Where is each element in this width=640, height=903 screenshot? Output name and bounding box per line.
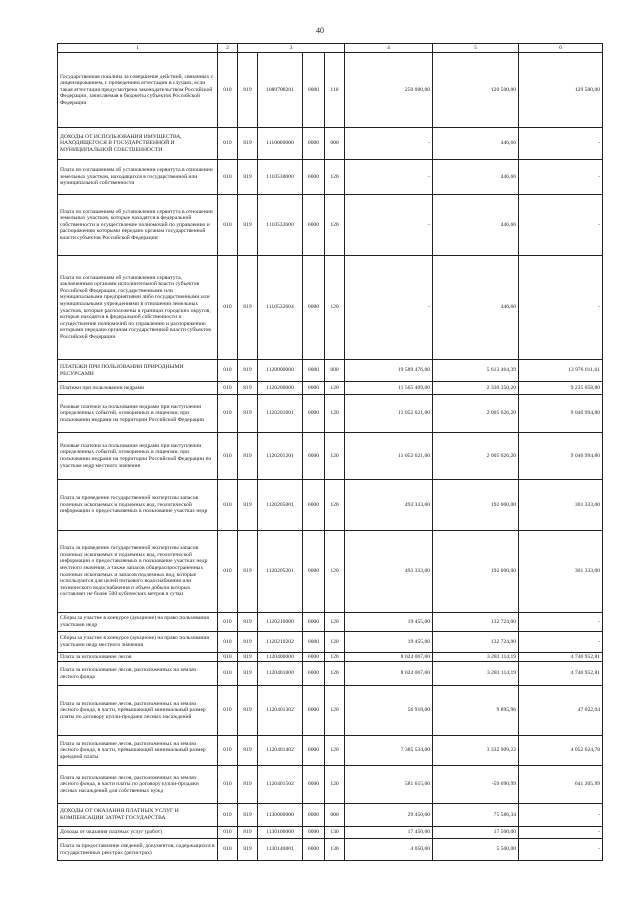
row-code-5: 120 bbox=[325, 160, 345, 195]
row-value-1: 19 455,00 bbox=[345, 632, 433, 653]
row-value-1: 11 565 409,00 bbox=[345, 382, 433, 395]
row-name: Плата за использование лесов, расположенных на землях лесного фонда bbox=[58, 662, 218, 686]
row-value-2: 120 500,00 bbox=[433, 53, 519, 128]
table-row bbox=[58, 827, 603, 839]
row-code-4: 0000 bbox=[303, 613, 325, 632]
row-code-5: 120 bbox=[325, 653, 345, 662]
row-value-3: - bbox=[519, 827, 603, 839]
table-row bbox=[58, 128, 603, 160]
table-row bbox=[58, 256, 603, 360]
row-code-2: 819 bbox=[238, 395, 258, 433]
row-code-3: 1120210202 bbox=[258, 632, 303, 653]
row-code-2: 819 bbox=[238, 827, 258, 839]
row-code-2: 819 bbox=[238, 433, 258, 480]
row-value-1: 29 450,00 bbox=[345, 804, 433, 827]
header-row bbox=[58, 44, 603, 53]
row-value-3: 641 305,99 bbox=[519, 766, 603, 804]
row-code-2: 819 bbox=[238, 480, 258, 531]
header-col-5: 5 bbox=[433, 44, 519, 53]
row-code-2: 819 bbox=[238, 128, 258, 160]
row-code-4: 0000 bbox=[303, 736, 325, 766]
row-code-2: 819 bbox=[238, 804, 258, 827]
row-code-2: 819 bbox=[238, 686, 258, 736]
table-row bbox=[58, 766, 603, 804]
row-code-1: 010 bbox=[218, 128, 238, 160]
row-code-1: 010 bbox=[218, 195, 238, 256]
row-code-4: 0000 bbox=[303, 195, 325, 256]
row-code-2: 819 bbox=[238, 662, 258, 686]
row-code-1: 010 bbox=[218, 766, 238, 804]
row-code-1: 010 bbox=[218, 653, 238, 662]
row-code-5: 130 bbox=[325, 839, 345, 861]
row-value-3: - bbox=[519, 632, 603, 653]
row-code-4: 0000 bbox=[303, 256, 325, 360]
row-code-4: 0000 bbox=[303, 653, 325, 662]
row-code-1: 010 bbox=[218, 382, 238, 395]
table-row bbox=[58, 653, 603, 662]
row-code-1: 010 bbox=[218, 531, 238, 613]
row-value-3: - bbox=[519, 613, 603, 632]
row-code-3: 1110000000 bbox=[258, 128, 303, 160]
row-name: Плата по соглашениям об установлении сервитута, заключенным органами исполнительной власти субъектов Российской Федерации, государственными или муниципальными предприятиями либо государственными или муниципальными учреждениями в отношении земельных участков, которые расположены в границах городских округов, которые находятся в федеральной собственности и осуществление полномочий по управлению и распоряжению которыми передано органам государственной власти субъектов Российской Федерации bbox=[58, 256, 218, 360]
row-code-1: 010 bbox=[218, 360, 238, 382]
row-code-2: 819 bbox=[238, 531, 258, 613]
row-value-1: - bbox=[345, 128, 433, 160]
row-code-3: 1080708201 bbox=[258, 53, 303, 128]
row-code-5: 120 bbox=[325, 195, 345, 256]
row-value-2: 192 000,00 bbox=[433, 531, 519, 613]
row-code-3: 1120401302 bbox=[258, 686, 303, 736]
row-value-2: 446,66 bbox=[433, 160, 519, 195]
row-code-4: 0000 bbox=[303, 53, 325, 128]
row-value-1: 581 615,00 bbox=[345, 766, 433, 804]
row-code-5: 110 bbox=[325, 53, 345, 128]
row-name: Разовые платежи за пользование недрами при наступлении определенных событий, оговоренных в лицензии, при пользовании недрами на территории Российской Федерации bbox=[58, 395, 218, 433]
row-code-2: 819 bbox=[238, 360, 258, 382]
row-code-1: 010 bbox=[218, 839, 238, 861]
table-row bbox=[58, 160, 603, 195]
row-code-1: 010 bbox=[218, 433, 238, 480]
row-value-1: 4 050,00 bbox=[345, 839, 433, 861]
row-name: Плата за использование лесов, расположенных на землях лесного фонда, в части, превышающей минимальный размер арендной платы bbox=[58, 736, 218, 766]
row-code-5: 120 bbox=[325, 480, 345, 531]
row-code-4: 0000 bbox=[303, 395, 325, 433]
row-code-3: 1130100000 bbox=[258, 827, 303, 839]
row-code-4: 0000 bbox=[303, 160, 325, 195]
row-code-4: 0000 bbox=[303, 827, 325, 839]
row-value-1: 493 333,00 bbox=[345, 531, 433, 613]
row-code-4: 0000 bbox=[303, 632, 325, 653]
row-name: Плата за проведение государственной экспертизы запасов полезных ископаемых и подземных вод, геологической информации о предоставляемых в пользование участках недр местного значения, а также запасов общераспространенных полезных ископаемых и запасов подземных вод, которые используются для целей питьевого водоснабжения или технического водоснабжения и объем добычи которых составляет не более 500 кубических метров в сутки bbox=[58, 531, 218, 613]
row-code-5: 120 bbox=[325, 382, 345, 395]
row-value-2: 192 000,00 bbox=[433, 480, 519, 531]
table-row bbox=[58, 382, 603, 395]
table-row bbox=[58, 531, 603, 613]
row-value-2: 3 332 909,22 bbox=[433, 736, 519, 766]
row-name: ДОХОДЫ ОТ ИСПОЛЬЗОВАНИЯ ИМУЩЕСТВА, НАХОДЯЩЕГОСЯ В ГОСУДАРСТВЕННОЙ И МУНИЦИПАЛЬНОЙ СОБСТВЕННОСТИ bbox=[58, 128, 218, 160]
row-value-2: 2 005 626,20 bbox=[433, 395, 519, 433]
row-code-1: 010 bbox=[218, 395, 238, 433]
row-value-1: 8 024 067,00 bbox=[345, 662, 433, 686]
row-value-3: 9 046 994,80 bbox=[519, 433, 603, 480]
row-code-4: 0000 bbox=[303, 433, 325, 480]
row-name: Плата по соглашениям об установлении сервитута в отношении земельных участков, которые находятся в федеральной собственности и осуществление полномочий по управлению и распоряжению которыми передано органам государственной власти субъектов Российской Федерации bbox=[58, 195, 218, 256]
row-code-1: 010 bbox=[218, 256, 238, 360]
table-row bbox=[58, 632, 603, 653]
row-value-3: - bbox=[519, 195, 603, 256]
row-code-3: 1120201201 bbox=[258, 433, 303, 480]
row-code-1: 010 bbox=[218, 613, 238, 632]
row-code-3: 1120200000 bbox=[258, 382, 303, 395]
row-code-3: 1110532600 bbox=[258, 195, 303, 256]
row-value-2: 3 283 114,19 bbox=[433, 662, 519, 686]
row-value-1: - bbox=[345, 160, 433, 195]
row-value-1: 493 333,00 bbox=[345, 480, 433, 531]
row-value-3: 9 046 994,80 bbox=[519, 395, 603, 433]
row-name: Доходы от оказания платных услуг (работ) bbox=[58, 827, 218, 839]
row-value-1: - bbox=[345, 256, 433, 360]
row-value-2: 2 330 350,20 bbox=[433, 382, 519, 395]
row-code-1: 010 bbox=[218, 53, 238, 128]
header-col-6: 6 bbox=[519, 44, 603, 53]
row-code-4: 0000 bbox=[303, 686, 325, 736]
row-value-3: - bbox=[519, 804, 603, 827]
row-code-2: 819 bbox=[238, 256, 258, 360]
row-value-3: 301 333,00 bbox=[519, 480, 603, 531]
row-code-3: 1120201001 bbox=[258, 395, 303, 433]
row-value-2: 5 500,00 bbox=[433, 839, 519, 861]
row-value-2: -59 690,99 bbox=[433, 766, 519, 804]
row-code-4: 0000 bbox=[303, 839, 325, 861]
row-code-5: 000 bbox=[325, 360, 345, 382]
row-value-2: 17 500,00 bbox=[433, 827, 519, 839]
row-code-5: 120 bbox=[325, 256, 345, 360]
row-value-3: 47 022,04 bbox=[519, 686, 603, 736]
row-code-1: 010 bbox=[218, 736, 238, 766]
row-code-4: 0000 bbox=[303, 382, 325, 395]
row-value-3: - bbox=[519, 256, 603, 360]
table-row bbox=[58, 195, 603, 256]
header-col-1: 1 bbox=[58, 44, 218, 53]
row-code-3: 1120401000 bbox=[258, 662, 303, 686]
row-value-2: 3 283 114,19 bbox=[433, 653, 519, 662]
table-row bbox=[58, 613, 603, 632]
row-code-2: 819 bbox=[238, 653, 258, 662]
row-value-2: 446,66 bbox=[433, 195, 519, 256]
row-value-3: 4 740 952,81 bbox=[519, 653, 603, 662]
row-code-5: 000 bbox=[325, 128, 345, 160]
row-value-2: 5 613 464,39 bbox=[433, 360, 519, 382]
table-row bbox=[58, 433, 603, 480]
row-value-1: 19 455,00 bbox=[345, 613, 433, 632]
row-code-5: 120 bbox=[325, 395, 345, 433]
row-name: Плата за проведение государственной экспертизы запасов полезных ископаемых и подземных вод, геологической информации о предоставляемых в пользование участках недр bbox=[58, 480, 218, 531]
row-value-1: - bbox=[345, 195, 433, 256]
row-value-2: 132 724,00 bbox=[433, 632, 519, 653]
row-code-2: 819 bbox=[238, 839, 258, 861]
row-code-3: 1120401402 bbox=[258, 736, 303, 766]
row-name: Плата за предоставление сведений, документов, содержащихся в государственных реестрах (регистрах) bbox=[58, 839, 218, 861]
row-code-3: 1130000000 bbox=[258, 804, 303, 827]
row-code-4: 0000 bbox=[303, 531, 325, 613]
row-code-2: 819 bbox=[238, 53, 258, 128]
row-value-1: 250 000,00 bbox=[345, 53, 433, 128]
row-value-3: 9 235 058,80 bbox=[519, 382, 603, 395]
row-code-5: 120 bbox=[325, 613, 345, 632]
row-code-4: 0000 bbox=[303, 766, 325, 804]
row-code-2: 819 bbox=[238, 195, 258, 256]
row-code-3: 1110532604 bbox=[258, 256, 303, 360]
row-value-2: 132 724,00 bbox=[433, 613, 519, 632]
row-code-4: 0000 bbox=[303, 804, 325, 827]
row-code-3: 1120205201 bbox=[258, 531, 303, 613]
row-name: ДОХОДЫ ОТ ОКАЗАНИЯ ПЛАТНЫХ УСЛУГ И КОМПЕНСАЦИИ ЗАТРАТ ГОСУДАРСТВА bbox=[58, 804, 218, 827]
row-name: Плата по соглашениям об установлении сервитута в отношении земельных участков, находящихся в государственной или муниципальной собственности bbox=[58, 160, 218, 195]
row-name: Плата за использование лесов, расположенных на землях лесного фонда, в части платы по договору купли-продажи лесных насаждений для собственных нужд bbox=[58, 766, 218, 804]
row-code-3: 1120205001 bbox=[258, 480, 303, 531]
row-code-3: 1120401502 bbox=[258, 766, 303, 804]
header-col-2: 2 bbox=[218, 44, 238, 53]
page-number: 40 bbox=[316, 26, 324, 35]
row-code-4: 0000 bbox=[303, 662, 325, 686]
row-value-3: - bbox=[519, 128, 603, 160]
row-code-2: 819 bbox=[238, 736, 258, 766]
table-row bbox=[58, 395, 603, 433]
row-code-5: 120 bbox=[325, 736, 345, 766]
table-row bbox=[58, 839, 603, 861]
row-name: Плата за использование лесов bbox=[58, 653, 218, 662]
row-code-2: 819 bbox=[238, 613, 258, 632]
row-code-1: 010 bbox=[218, 632, 238, 653]
row-code-3: 1120000000 bbox=[258, 360, 303, 382]
row-code-1: 010 bbox=[218, 686, 238, 736]
row-code-1: 010 bbox=[218, 480, 238, 531]
row-value-3: 13 976 011,61 bbox=[519, 360, 603, 382]
row-value-1: 11 052 621,00 bbox=[345, 433, 433, 480]
row-name: Разовые платежи за пользование недрами при наступлении определенных событий, оговоренных в лицензии, при пользовании недрами на территории Российской Федерации по участкам недр местного значения bbox=[58, 433, 218, 480]
row-code-5: 120 bbox=[325, 662, 345, 686]
row-code-4: 0000 bbox=[303, 128, 325, 160]
table-row bbox=[58, 53, 603, 128]
row-code-1: 010 bbox=[218, 160, 238, 195]
row-code-5: 000 bbox=[325, 804, 345, 827]
row-code-2: 819 bbox=[238, 766, 258, 804]
row-value-3: 129 500,00 bbox=[519, 53, 603, 128]
row-code-4: 0000 bbox=[303, 480, 325, 531]
table-row bbox=[58, 662, 603, 686]
row-name: Государственная пошлина за совершение действий, связанных с лицензированием, с проведением аттестации в случаях, если такая аттестация предусмотрена законодательством Российской Федерации, зачисляемая в бюджеты субъектов Российской Федерации bbox=[58, 53, 218, 128]
row-value-2: 446,66 bbox=[433, 128, 519, 160]
header-col-4: 4 bbox=[345, 44, 433, 53]
table-row bbox=[58, 736, 603, 766]
table-row bbox=[58, 360, 603, 382]
row-value-3: 4 740 952,81 bbox=[519, 662, 603, 686]
row-value-1: 17 450,00 bbox=[345, 827, 433, 839]
table-row bbox=[58, 804, 603, 827]
row-value-3: - bbox=[519, 160, 603, 195]
row-code-2: 819 bbox=[238, 632, 258, 653]
row-name: Плата за использование лесов, расположенных на землях лесного фонда, в части, превышающей минимальный размер платы по договору купли-продажи лесных насаждений bbox=[58, 686, 218, 736]
row-value-2: 9 895,96 bbox=[433, 686, 519, 736]
row-code-5: 120 bbox=[325, 632, 345, 653]
row-code-2: 819 bbox=[238, 160, 258, 195]
row-code-1: 010 bbox=[218, 827, 238, 839]
row-code-3: 1120400000 bbox=[258, 653, 303, 662]
row-value-2: 446,66 bbox=[433, 256, 519, 360]
row-code-1: 010 bbox=[218, 804, 238, 827]
row-name: Платежи при пользовании недрами bbox=[58, 382, 218, 395]
row-value-3: - bbox=[519, 839, 603, 861]
row-code-3: 1130140001 bbox=[258, 839, 303, 861]
row-value-1: 7 385 534,00 bbox=[345, 736, 433, 766]
row-value-1: 56 918,00 bbox=[345, 686, 433, 736]
row-name: Сборы за участие в конкурсе (аукционе) на право пользования участками недр bbox=[58, 613, 218, 632]
row-code-5: 120 bbox=[325, 531, 345, 613]
row-code-5: 120 bbox=[325, 686, 345, 736]
row-code-5: 130 bbox=[325, 827, 345, 839]
row-value-1: 8 024 067,00 bbox=[345, 653, 433, 662]
header-col-3: 3 bbox=[238, 44, 345, 53]
row-code-3: 1120210000 bbox=[258, 613, 303, 632]
table-row bbox=[58, 686, 603, 736]
row-value-1: 19 589 476,00 bbox=[345, 360, 433, 382]
revenue-table bbox=[57, 43, 603, 861]
row-value-2: 75 586,34 bbox=[433, 804, 519, 827]
row-value-3: 301 333,00 bbox=[519, 531, 603, 613]
row-value-3: 4 052 624,78 bbox=[519, 736, 603, 766]
row-value-1: 11 052 621,00 bbox=[345, 395, 433, 433]
row-name: Сборы за участие в конкурсе (аукционе) на право пользования участками недр местного значения bbox=[58, 632, 218, 653]
row-name: ПЛАТЕЖИ ПРИ ПОЛЬЗОВАНИИ ПРИРОДНЫМИ РЕСУРСАМИ bbox=[58, 360, 218, 382]
row-code-5: 120 bbox=[325, 433, 345, 480]
row-code-3: 1110530000 bbox=[258, 160, 303, 195]
row-code-5: 120 bbox=[325, 766, 345, 804]
row-code-4: 0000 bbox=[303, 360, 325, 382]
table-row bbox=[58, 480, 603, 531]
row-value-2: 2 005 626,20 bbox=[433, 433, 519, 480]
row-code-1: 010 bbox=[218, 662, 238, 686]
row-code-2: 819 bbox=[238, 382, 258, 395]
